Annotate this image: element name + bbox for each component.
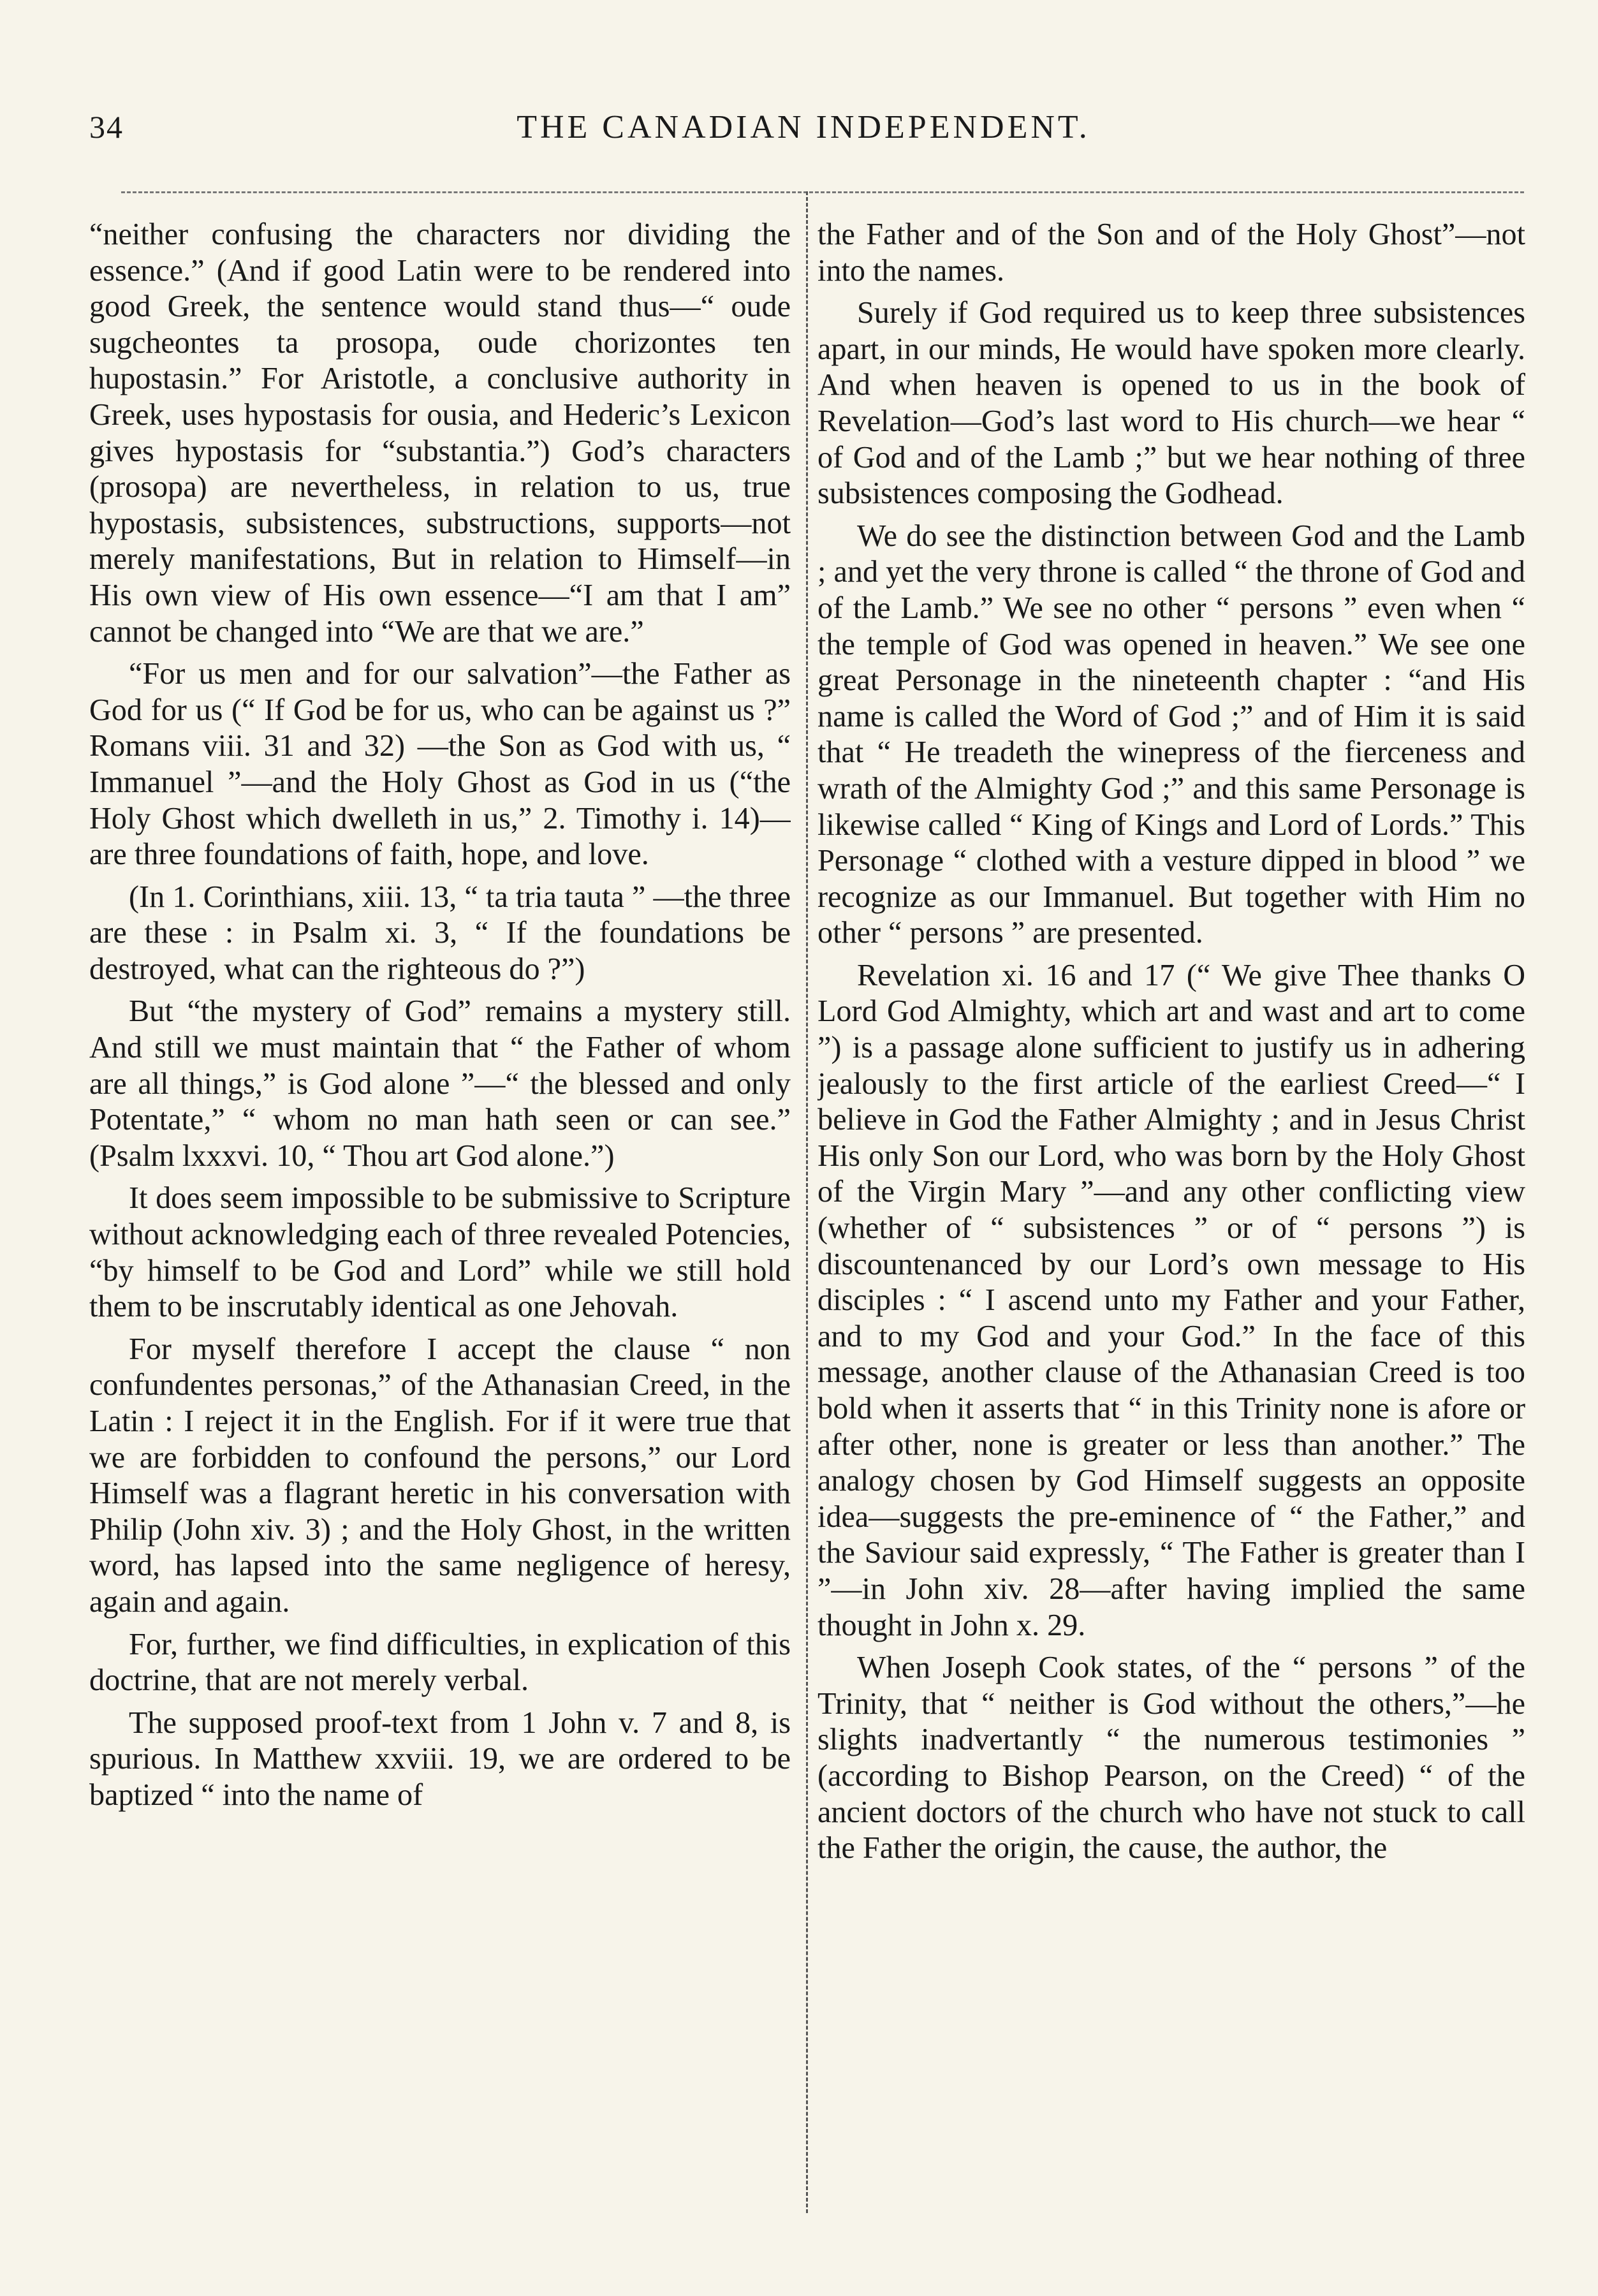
paragraph: But “the mystery of God” remains a mystery still. And still we must maintain that “ the Father of whom are all things,” is God alone ”—“ the blessed and only Potentate,” “ whom no man hath seen or can see.” (Psalm lxxxvi. 10, “ Thou art God alone.”)	[89, 994, 791, 1173]
paragraph: When Joseph Cook states, of the “ persons ” of the Trinity, that “ neither is God without the others,”—he slights inadvertantly “ the numerous testimonies ” (according to Bishop Pearson, on the Creed) “ of the ancient doctors of the church who have not stuck to call the Father the origin, the cause, the author, the	[817, 1651, 1525, 1866]
paragraph: Revelation xi. 16 and 17 (“ We give Thee thanks O Lord God Almighty, which art and wast and art to come ”) is a passage alone sufficient to justify us in adhering jealously to the first article of the earliest Creed—“ I believe in God the Father Almighty ; and in Jesus Christ His only Son our Lord, who was born by the Holy Ghost of the Virgin Mary ”—and any other conflicting view (whether of “ subsistences ” or of “ persons ”) is discountenanced by our Lord’s own message to His disciples : “ I ascend unto my Father and your Father, and to my God and your God.” In the face of this message, another clause of the Athanasian Creed is too bold when it asserts that “ in this Trinity none is afore or after other, none is greater or less than another.” The analogy chosen by God Himself suggests an opposite idea—suggests the pre-eminence of “ the Father,” and the Saviour said expressly, “ The Father is greater than I ”—in John xiv. 28—after having implied the same thought in John x. 29.	[817, 958, 1525, 1642]
header-rule	[121, 191, 1524, 193]
left-column	[89, 217, 791, 2245]
paragraph: Surely if God required us to keep three subsistences apart, in our minds, He would have spoken more clearly. And when heaven is opened to us in the book of Revelation—God’s last word to His church—we hear “ of God and of the Lamb ;” but we hear nothing of three subsistences composing the Godhead.	[817, 296, 1525, 511]
running-title: THE CANADIAN INDEPENDENT.	[517, 109, 1090, 145]
paragraph: For myself therefore I accept the clause “ non confundentes personas,” of the Athanasian Creed, in the Latin : I reject it in the English. For if it were true that we are forbidden to confound the persons,” our Lord Himself was a flagrant heretic in his conversation with Philip (John xiv. 3) ; and the Holy Ghost, in the written word, has lapsed into the same negligence of heresy, again and again.	[89, 1332, 791, 1619]
paragraph: (In 1. Corinthians, xiii. 13, “ ta tria tauta ” —the three are these : in Psalm xi. 3, “ If the foundations be destroyed, what can the righteous do ?”)	[89, 879, 791, 986]
paragraph: “For us men and for our salvation”—the Father as God for us (“ If God be for us, who can be against us ?” Romans viii. 31 and 32) —the Son as God with us, “ Immanuel ”—and the Holy Ghost as God in us (“the Holy Ghost which dwelleth in us,” 2. Timothy i. 14)—are three foundations of faith, hope, and love.	[89, 657, 791, 872]
paragraph: “neither confusing the characters nor dividing the essence.” (And if good Latin were to be rendered into good Greek, the sentence would stand thus—“ oude sugcheontes ta prosopa, oude chorizontes ten hupostasin.” For Aristotle, a conclusive authority in Greek, uses hypostasis for ousia, and Hederic’s Lexicon gives hypostasis for “substantia.”) God’s characters (prosopa) are nevertheless, in relation to us, true hypostasis, subsistences, substructions, supports—not merely manifestations, But in relation to Himself—in His own view of His own essence—“I am that I am” cannot be changed into “We are that we are.”	[89, 217, 791, 649]
paragraph: We do see the distinction between God and the Lamb ; and yet the very throne is called “ the throne of God and of the Lamb.” We see no other “ persons ” even when “ the temple of God was opened in heaven.” We see one great Personage in the nineteenth chapter : “and His name is called the Word of God ;” and of Him it is said that “ He treadeth the winepress of the fierceness and wrath of the Almighty God ;” and this same Personage is likewise called “ King of Kings and Lord of Lords.” This Personage “ clothed with a vesture dipped in blood ” we recognize as our Immanuel. But together with Him no other “ persons ” are presented.	[817, 519, 1525, 950]
page-header	[89, 108, 1518, 153]
paragraph: It does seem impossible to be submissive to Scripture without acknowledging each of three revealed Potencies, “by himself to be God and Lord” while we still hold them to be inscrutably identical as one Jehovah.	[89, 1181, 791, 1324]
right-column	[817, 217, 1525, 2245]
paragraph: the Father and of the Son and of the Holy Ghost”—not into the names.	[817, 217, 1525, 288]
paragraph: The supposed proof-text from 1 John v. 7 and 8, is spurious. In Matthew xxviii. 19, we are ordered to be baptized “ into the name of	[89, 1705, 791, 1812]
paragraph: For, further, we find difficulties, in explication of this doctrine, that are not merely verbal.	[89, 1627, 791, 1698]
page-number: 34	[89, 109, 124, 145]
column-divider	[806, 191, 808, 2213]
